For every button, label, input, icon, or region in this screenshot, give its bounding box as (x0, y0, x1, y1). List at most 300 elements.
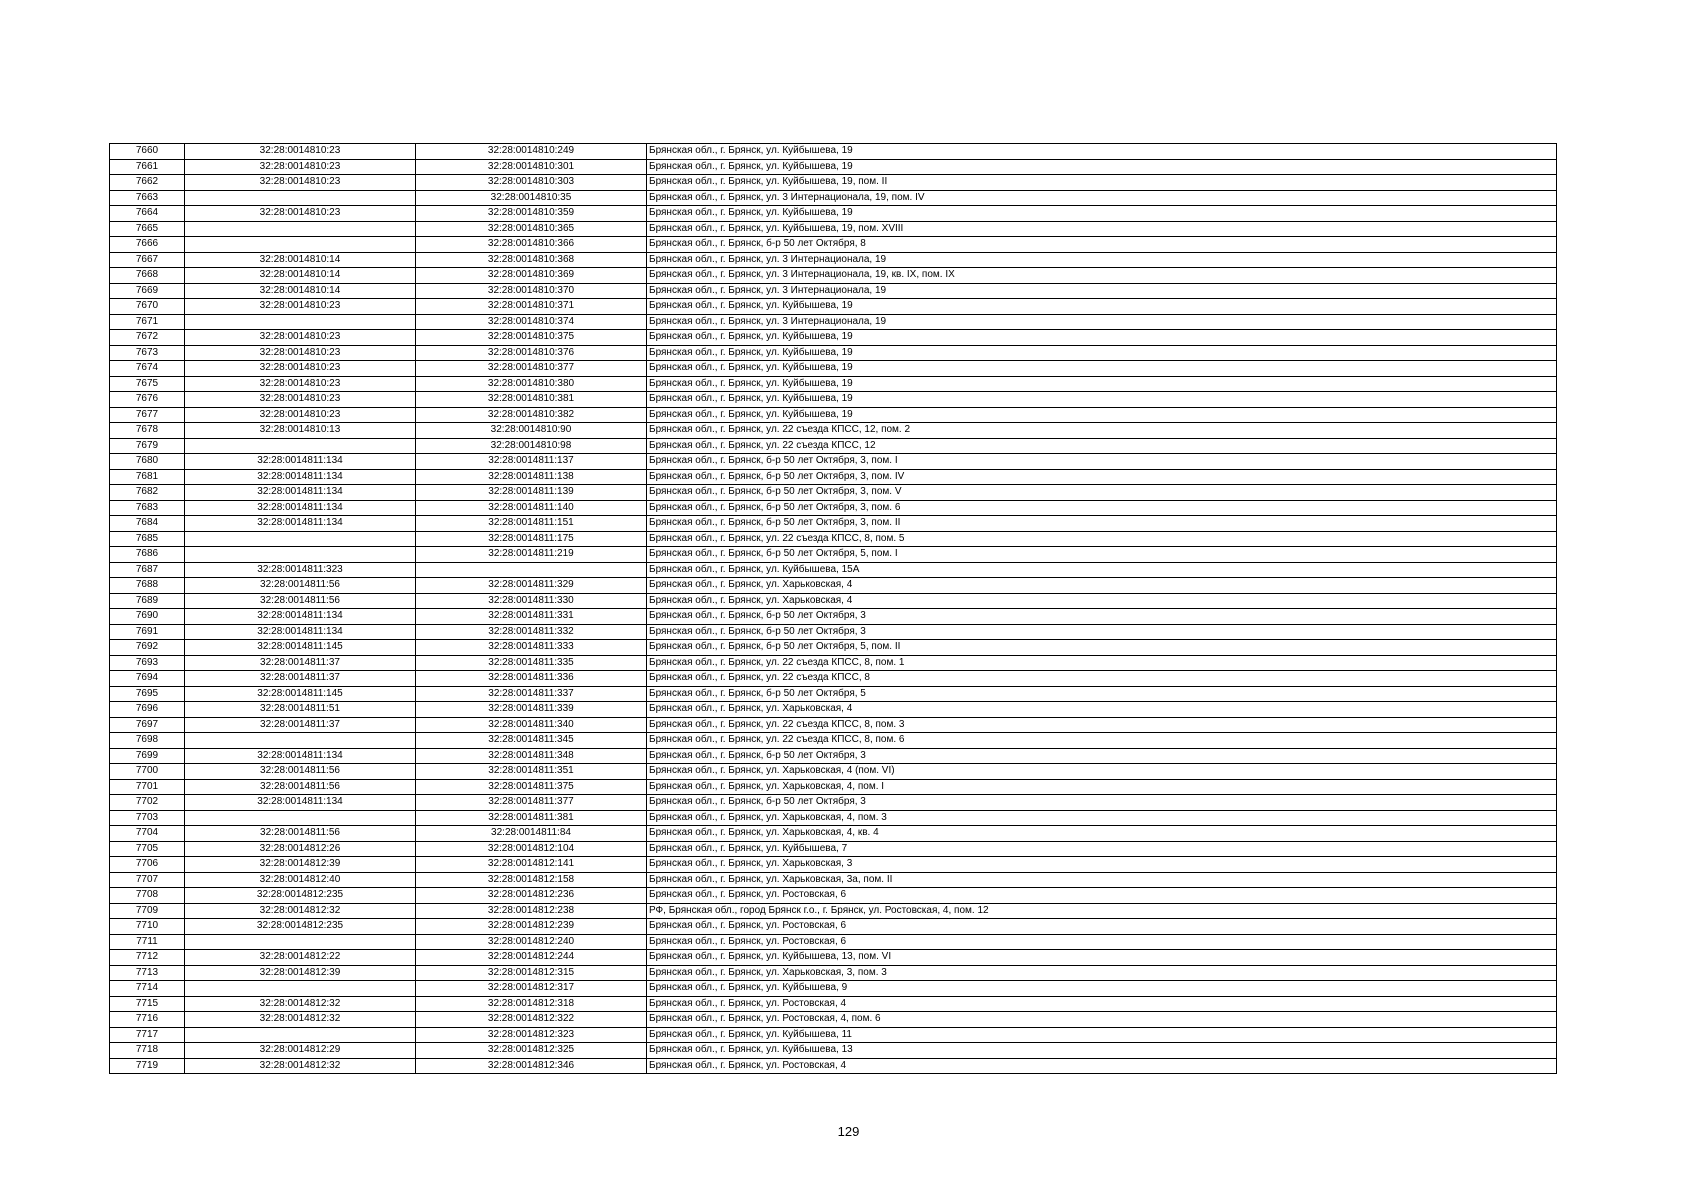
parent-cadastral-cell: 32:28:0014810:23 (185, 159, 416, 175)
cadastral-number-cell: 32:28:0014811:175 (416, 531, 647, 547)
table-row (110, 733, 1557, 749)
table-row (110, 872, 1557, 888)
cadastral-number-cell: 32:28:0014810:366 (416, 237, 647, 253)
table-row (110, 578, 1557, 594)
address-cell: Брянская обл., г. Брянск, ул. Харьковская, 4 (647, 578, 1557, 594)
row-number-cell: 7665 (110, 221, 185, 237)
parent-cadastral-cell: 32:28:0014811:134 (185, 609, 416, 625)
row-number-cell: 7691 (110, 624, 185, 640)
parent-cadastral-cell: 32:28:0014810:23 (185, 175, 416, 191)
table-row (110, 392, 1557, 408)
cadastral-number-cell: 32:28:0014812:236 (416, 888, 647, 904)
parent-cadastral-cell: 32:28:0014812:235 (185, 888, 416, 904)
parent-cadastral-cell (185, 810, 416, 826)
cadastral-number-cell: 32:28:0014812:238 (416, 903, 647, 919)
cadastral-number-cell: 32:28:0014811:345 (416, 733, 647, 749)
parent-cadastral-cell: 32:28:0014812:39 (185, 857, 416, 873)
table-row (110, 175, 1557, 191)
cadastral-number-cell: 32:28:0014810:382 (416, 407, 647, 423)
row-number-cell: 7707 (110, 872, 185, 888)
row-number-cell: 7688 (110, 578, 185, 594)
cadastral-number-cell: 32:28:0014810:374 (416, 314, 647, 330)
row-number-cell: 7669 (110, 283, 185, 299)
cadastral-number-cell: 32:28:0014810:301 (416, 159, 647, 175)
row-number-cell: 7706 (110, 857, 185, 873)
parent-cadastral-cell: 32:28:0014811:134 (185, 485, 416, 501)
address-cell: Брянская обл., г. Брянск, ул. Куйбышева, 11 (647, 1027, 1557, 1043)
parent-cadastral-cell (185, 733, 416, 749)
cadastral-number-cell: 32:28:0014811:348 (416, 748, 647, 764)
parent-cadastral-cell: 32:28:0014810:14 (185, 283, 416, 299)
cadastral-number-cell: 32:28:0014811:84 (416, 826, 647, 842)
address-cell: Брянская обл., г. Брянск, ул. 3 Интернационала, 19 (647, 283, 1557, 299)
address-cell: Брянская обл., г. Брянск, ул. Куйбышева, 19 (647, 144, 1557, 160)
parent-cadastral-cell: 32:28:0014811:134 (185, 748, 416, 764)
cadastral-number-cell: 32:28:0014811:333 (416, 640, 647, 656)
cadastral-number-cell: 32:28:0014811:335 (416, 655, 647, 671)
cadastral-number-cell: 32:28:0014811:137 (416, 454, 647, 470)
row-number-cell: 7682 (110, 485, 185, 501)
table-row (110, 190, 1557, 206)
address-cell: Брянская обл., г. Брянск, ул. 3 Интернационала, 19 (647, 252, 1557, 268)
row-number-cell: 7677 (110, 407, 185, 423)
cadastral-number-cell: 32:28:0014811:351 (416, 764, 647, 780)
cadastral-number-cell: 32:28:0014810:90 (416, 423, 647, 439)
table-row (110, 795, 1557, 811)
row-number-cell: 7662 (110, 175, 185, 191)
table-row (110, 423, 1557, 439)
address-cell: Брянская обл., г. Брянск, ул. Куйбышева, 7 (647, 841, 1557, 857)
table-row (110, 206, 1557, 222)
parent-cadastral-cell: 32:28:0014811:145 (185, 640, 416, 656)
address-cell: Брянская обл., г. Брянск, б-р 50 лет Октября, 3, пом. V (647, 485, 1557, 501)
address-cell: Брянская обл., г. Брянск, ул. Куйбышева, 19 (647, 330, 1557, 346)
address-cell: РФ, Брянская обл., город Брянск г.о., г. Брянск, ул. Ростовская, 4, пом. 12 (647, 903, 1557, 919)
cadastral-number-cell: 32:28:0014810:377 (416, 361, 647, 377)
address-cell: Брянская обл., г. Брянск, ул. Харьковская, 3 (647, 857, 1557, 873)
address-cell: Брянская обл., г. Брянск, ул. Харьковская, 4 (пом. VI) (647, 764, 1557, 780)
page-number: 129 (837, 1124, 860, 1139)
row-number-cell: 7686 (110, 547, 185, 563)
table-row (110, 934, 1557, 950)
parent-cadastral-cell: 32:28:0014811:56 (185, 593, 416, 609)
table-row (110, 965, 1557, 981)
table-row (110, 330, 1557, 346)
table-row (110, 903, 1557, 919)
parent-cadastral-cell (185, 237, 416, 253)
address-cell: Брянская обл., г. Брянск, ул. Куйбышева, 19 (647, 392, 1557, 408)
address-cell: Брянская обл., г. Брянск, ул. Куйбышева, 19 (647, 376, 1557, 392)
address-cell: Брянская обл., г. Брянск, б-р 50 лет Октября, 8 (647, 237, 1557, 253)
address-cell: Брянская обл., г. Брянск, ул. Харьковская, 3а, пом. II (647, 872, 1557, 888)
property-table (109, 143, 1557, 1074)
row-number-cell: 7698 (110, 733, 185, 749)
parent-cadastral-cell: 32:28:0014810:23 (185, 330, 416, 346)
parent-cadastral-cell: 32:28:0014811:37 (185, 717, 416, 733)
cadastral-number-cell: 32:28:0014810:380 (416, 376, 647, 392)
row-number-cell: 7710 (110, 919, 185, 935)
cadastral-number-cell: 32:28:0014812:104 (416, 841, 647, 857)
table-row (110, 159, 1557, 175)
table-row (110, 702, 1557, 718)
address-cell: Брянская обл., г. Брянск, ул. Куйбышева, 15А (647, 562, 1557, 578)
table-row (110, 950, 1557, 966)
row-number-cell: 7701 (110, 779, 185, 795)
cadastral-number-cell: 32:28:0014810:369 (416, 268, 647, 284)
address-cell: Брянская обл., г. Брянск, ул. Ростовская, 6 (647, 888, 1557, 904)
row-number-cell: 7679 (110, 438, 185, 454)
parent-cadastral-cell: 32:28:0014812:29 (185, 1043, 416, 1059)
cadastral-number-cell: 32:28:0014810:371 (416, 299, 647, 315)
property-table-body (110, 144, 1557, 1074)
parent-cadastral-cell: 32:28:0014811:134 (185, 469, 416, 485)
cadastral-number-cell: 32:28:0014812:323 (416, 1027, 647, 1043)
table-row (110, 888, 1557, 904)
parent-cadastral-cell: 32:28:0014811:134 (185, 795, 416, 811)
row-number-cell: 7660 (110, 144, 185, 160)
row-number-cell: 7664 (110, 206, 185, 222)
cadastral-number-cell: 32:28:0014811:340 (416, 717, 647, 733)
address-cell: Брянская обл., г. Брянск, ул. Куйбышева, 19 (647, 299, 1557, 315)
parent-cadastral-cell: 32:28:0014810:23 (185, 392, 416, 408)
address-cell: Брянская обл., г. Брянск, ул. 22 съезда КПСС, 8, пом. 3 (647, 717, 1557, 733)
address-cell: Брянская обл., г. Брянск, ул. Харьковская, 3, пом. 3 (647, 965, 1557, 981)
row-number-cell: 7709 (110, 903, 185, 919)
cadastral-number-cell: 32:28:0014811:138 (416, 469, 647, 485)
address-cell: Брянская обл., г. Брянск, ул. Куйбышева, 19 (647, 345, 1557, 361)
cadastral-number-cell: 32:28:0014812:315 (416, 965, 647, 981)
address-cell: Брянская обл., г. Брянск, ул. 22 съезда КПСС, 8, пом. 6 (647, 733, 1557, 749)
row-number-cell: 7716 (110, 1012, 185, 1028)
row-number-cell: 7687 (110, 562, 185, 578)
address-cell: Брянская обл., г. Брянск, ул. Харьковская, 4, пом. 3 (647, 810, 1557, 826)
row-number-cell: 7689 (110, 593, 185, 609)
cadastral-number-cell: 32:28:0014810:303 (416, 175, 647, 191)
table-row (110, 438, 1557, 454)
row-number-cell: 7692 (110, 640, 185, 656)
row-number-cell: 7713 (110, 965, 185, 981)
table-row (110, 531, 1557, 547)
address-cell: Брянская обл., г. Брянск, б-р 50 лет Октября, 3 (647, 624, 1557, 640)
address-cell: Брянская обл., г. Брянск, б-р 50 лет Октября, 3, пом. IV (647, 469, 1557, 485)
cadastral-number-cell: 32:28:0014812:318 (416, 996, 647, 1012)
row-number-cell: 7673 (110, 345, 185, 361)
row-number-cell: 7678 (110, 423, 185, 439)
cadastral-number-cell: 32:28:0014810:375 (416, 330, 647, 346)
table-row (110, 221, 1557, 237)
table-row (110, 500, 1557, 516)
address-cell: Брянская обл., г. Брянск, б-р 50 лет Октября, 5, пом. I (647, 547, 1557, 563)
cadastral-number-cell: 32:28:0014811:151 (416, 516, 647, 532)
cadastral-number-cell: 32:28:0014812:346 (416, 1058, 647, 1074)
cadastral-number-cell: 32:28:0014811:219 (416, 547, 647, 563)
cadastral-number-cell: 32:28:0014810:35 (416, 190, 647, 206)
parent-cadastral-cell: 32:28:0014812:26 (185, 841, 416, 857)
parent-cadastral-cell: 32:28:0014812:235 (185, 919, 416, 935)
parent-cadastral-cell: 32:28:0014810:13 (185, 423, 416, 439)
cadastral-number-cell: 32:28:0014810:370 (416, 283, 647, 299)
cadastral-number-cell: 32:28:0014812:141 (416, 857, 647, 873)
address-cell: Брянская обл., г. Брянск, ул. 22 съезда КПСС, 12 (647, 438, 1557, 454)
table-row (110, 1012, 1557, 1028)
cadastral-number-cell: 32:28:0014812:240 (416, 934, 647, 950)
table-row (110, 268, 1557, 284)
cadastral-number-cell: 32:28:0014812:239 (416, 919, 647, 935)
parent-cadastral-cell: 32:28:0014811:134 (185, 624, 416, 640)
parent-cadastral-cell: 32:28:0014810:23 (185, 206, 416, 222)
cadastral-number-cell: 32:28:0014811:336 (416, 671, 647, 687)
parent-cadastral-cell: 32:28:0014810:23 (185, 376, 416, 392)
parent-cadastral-cell: 32:28:0014811:134 (185, 516, 416, 532)
cadastral-number-cell: 32:28:0014810:376 (416, 345, 647, 361)
table-row (110, 857, 1557, 873)
table-row (110, 593, 1557, 609)
parent-cadastral-cell: 32:28:0014812:32 (185, 903, 416, 919)
row-number-cell: 7680 (110, 454, 185, 470)
parent-cadastral-cell: 32:28:0014812:32 (185, 1012, 416, 1028)
parent-cadastral-cell (185, 547, 416, 563)
row-number-cell: 7690 (110, 609, 185, 625)
cadastral-number-cell: 32:28:0014811:377 (416, 795, 647, 811)
parent-cadastral-cell: 32:28:0014811:51 (185, 702, 416, 718)
cadastral-number-cell: 32:28:0014810:381 (416, 392, 647, 408)
table-row (110, 779, 1557, 795)
row-number-cell: 7703 (110, 810, 185, 826)
row-number-cell: 7697 (110, 717, 185, 733)
table-row (110, 314, 1557, 330)
parent-cadastral-cell: 32:28:0014811:56 (185, 826, 416, 842)
parent-cadastral-cell: 32:28:0014812:32 (185, 996, 416, 1012)
address-cell: Брянская обл., г. Брянск, б-р 50 лет Октября, 3 (647, 795, 1557, 811)
cadastral-number-cell: 32:28:0014812:317 (416, 981, 647, 997)
cadastral-number-cell: 32:28:0014811:330 (416, 593, 647, 609)
row-number-cell: 7684 (110, 516, 185, 532)
cadastral-number-cell: 32:28:0014810:249 (416, 144, 647, 160)
row-number-cell: 7667 (110, 252, 185, 268)
cadastral-number-cell: 32:28:0014810:98 (416, 438, 647, 454)
table-row (110, 671, 1557, 687)
cadastral-number-cell: 32:28:0014812:322 (416, 1012, 647, 1028)
table-row (110, 624, 1557, 640)
parent-cadastral-cell: 32:28:0014810:23 (185, 361, 416, 377)
cadastral-number-cell: 32:28:0014810:368 (416, 252, 647, 268)
row-number-cell: 7708 (110, 888, 185, 904)
row-number-cell: 7699 (110, 748, 185, 764)
row-number-cell: 7715 (110, 996, 185, 1012)
parent-cadastral-cell: 32:28:0014811:56 (185, 764, 416, 780)
table-row (110, 516, 1557, 532)
address-cell: Брянская обл., г. Брянск, ул. 3 Интернационала, 19, кв. IX, пом. IX (647, 268, 1557, 284)
parent-cadastral-cell: 32:28:0014811:134 (185, 500, 416, 516)
row-number-cell: 7719 (110, 1058, 185, 1074)
address-cell: Брянская обл., г. Брянск, б-р 50 лет Октября, 3, пом. 6 (647, 500, 1557, 516)
table-row (110, 810, 1557, 826)
address-cell: Брянская обл., г. Брянск, ул. Харьковская, 4 (647, 593, 1557, 609)
table-row (110, 1043, 1557, 1059)
parent-cadastral-cell: 32:28:0014810:23 (185, 299, 416, 315)
address-cell: Брянская обл., г. Брянск, ул. Куйбышева, 13, пом. VI (647, 950, 1557, 966)
table-row (110, 237, 1557, 253)
parent-cadastral-cell: 32:28:0014810:23 (185, 144, 416, 160)
parent-cadastral-cell: 32:28:0014811:145 (185, 686, 416, 702)
address-cell: Брянская обл., г. Брянск, ул. Харьковская, 4, пом. I (647, 779, 1557, 795)
parent-cadastral-cell (185, 531, 416, 547)
row-number-cell: 7663 (110, 190, 185, 206)
cadastral-number-cell: 32:28:0014811:329 (416, 578, 647, 594)
address-cell: Брянская обл., г. Брянск, ул. Ростовская, 4, пом. 6 (647, 1012, 1557, 1028)
address-cell: Брянская обл., г. Брянск, ул. Куйбышева, 19 (647, 206, 1557, 222)
parent-cadastral-cell: 32:28:0014812:22 (185, 950, 416, 966)
address-cell: Брянская обл., г. Брянск, ул. 22 съезда КПСС, 8, пом. 5 (647, 531, 1557, 547)
row-number-cell: 7712 (110, 950, 185, 966)
table-row (110, 717, 1557, 733)
parent-cadastral-cell: 32:28:0014810:23 (185, 345, 416, 361)
table-row (110, 748, 1557, 764)
table-row (110, 485, 1557, 501)
table-row (110, 376, 1557, 392)
parent-cadastral-cell (185, 438, 416, 454)
address-cell: Брянская обл., г. Брянск, ул. Куйбышева, 13 (647, 1043, 1557, 1059)
address-cell: Брянская обл., г. Брянск, б-р 50 лет Октября, 3 (647, 609, 1557, 625)
table-row (110, 407, 1557, 423)
row-number-cell: 7666 (110, 237, 185, 253)
parent-cadastral-cell (185, 934, 416, 950)
address-cell: Брянская обл., г. Брянск, ул. 3 Интернационала, 19 (647, 314, 1557, 330)
cadastral-number-cell: 32:28:0014811:332 (416, 624, 647, 640)
table-row (110, 144, 1557, 160)
row-number-cell: 7718 (110, 1043, 185, 1059)
address-cell: Брянская обл., г. Брянск, ул. 22 съезда КПСС, 12, пом. 2 (647, 423, 1557, 439)
row-number-cell: 7683 (110, 500, 185, 516)
parent-cadastral-cell: 32:28:0014811:37 (185, 671, 416, 687)
address-cell: Брянская обл., г. Брянск, ул. Ростовская, 4 (647, 1058, 1557, 1074)
row-number-cell: 7675 (110, 376, 185, 392)
row-number-cell: 7704 (110, 826, 185, 842)
table-row (110, 609, 1557, 625)
cadastral-number-cell: 32:28:0014811:381 (416, 810, 647, 826)
table-row (110, 361, 1557, 377)
cadastral-number-cell: 32:28:0014811:140 (416, 500, 647, 516)
address-cell: Брянская обл., г. Брянск, ул. Куйбышева, 19 (647, 159, 1557, 175)
row-number-cell: 7700 (110, 764, 185, 780)
cadastral-number-cell: 32:28:0014811:375 (416, 779, 647, 795)
table-row (110, 252, 1557, 268)
row-number-cell: 7714 (110, 981, 185, 997)
table-row (110, 826, 1557, 842)
table-row (110, 1027, 1557, 1043)
table-row (110, 841, 1557, 857)
address-cell: Брянская обл., г. Брянск, ул. Харьковская, 4, кв. 4 (647, 826, 1557, 842)
address-cell: Брянская обл., г. Брянск, ул. 22 съезда КПСС, 8 (647, 671, 1557, 687)
address-cell: Брянская обл., г. Брянск, ул. Ростовская, 6 (647, 919, 1557, 935)
parent-cadastral-cell: 32:28:0014810:23 (185, 407, 416, 423)
address-cell: Брянская обл., г. Брянск, ул. Харьковская, 4 (647, 702, 1557, 718)
address-cell: Брянская обл., г. Брянск, б-р 50 лет Октября, 3, пом. I (647, 454, 1557, 470)
cadastral-number-cell (416, 562, 647, 578)
row-number-cell: 7685 (110, 531, 185, 547)
row-number-cell: 7702 (110, 795, 185, 811)
parent-cadastral-cell: 32:28:0014812:32 (185, 1058, 416, 1074)
parent-cadastral-cell (185, 1027, 416, 1043)
cadastral-number-cell: 32:28:0014812:244 (416, 950, 647, 966)
cadastral-number-cell: 32:28:0014811:331 (416, 609, 647, 625)
row-number-cell: 7674 (110, 361, 185, 377)
parent-cadastral-cell: 32:28:0014811:56 (185, 578, 416, 594)
row-number-cell: 7717 (110, 1027, 185, 1043)
row-number-cell: 7671 (110, 314, 185, 330)
row-number-cell: 7711 (110, 934, 185, 950)
parent-cadastral-cell: 32:28:0014811:37 (185, 655, 416, 671)
parent-cadastral-cell (185, 190, 416, 206)
parent-cadastral-cell: 32:28:0014811:323 (185, 562, 416, 578)
address-cell: Брянская обл., г. Брянск, ул. Куйбышева, 19, пом. XVIII (647, 221, 1557, 237)
address-cell: Брянская обл., г. Брянск, ул. Куйбышева, 19 (647, 361, 1557, 377)
row-number-cell: 7661 (110, 159, 185, 175)
parent-cadastral-cell: 32:28:0014811:134 (185, 454, 416, 470)
table-row (110, 454, 1557, 470)
address-cell: Брянская обл., г. Брянск, ул. Ростовская, 6 (647, 934, 1557, 950)
parent-cadastral-cell: 32:28:0014811:56 (185, 779, 416, 795)
table-row (110, 283, 1557, 299)
address-cell: Брянская обл., г. Брянск, ул. Куйбышева, 19, пом. II (647, 175, 1557, 191)
row-number-cell: 7705 (110, 841, 185, 857)
row-number-cell: 7693 (110, 655, 185, 671)
parent-cadastral-cell: 32:28:0014810:14 (185, 268, 416, 284)
cadastral-number-cell: 32:28:0014810:359 (416, 206, 647, 222)
row-number-cell: 7696 (110, 702, 185, 718)
table-row (110, 686, 1557, 702)
table-row (110, 469, 1557, 485)
table-row (110, 562, 1557, 578)
address-cell: Брянская обл., г. Брянск, ул. 22 съезда КПСС, 8, пом. 1 (647, 655, 1557, 671)
table-row (110, 299, 1557, 315)
parent-cadastral-cell (185, 314, 416, 330)
parent-cadastral-cell (185, 221, 416, 237)
table-row (110, 981, 1557, 997)
row-number-cell: 7681 (110, 469, 185, 485)
table-row (110, 764, 1557, 780)
table-row (110, 919, 1557, 935)
row-number-cell: 7672 (110, 330, 185, 346)
parent-cadastral-cell: 32:28:0014812:39 (185, 965, 416, 981)
table-row (110, 655, 1557, 671)
cadastral-number-cell: 32:28:0014811:337 (416, 686, 647, 702)
address-cell: Брянская обл., г. Брянск, ул. Куйбышева, 19 (647, 407, 1557, 423)
cadastral-number-cell: 32:28:0014812:325 (416, 1043, 647, 1059)
parent-cadastral-cell: 32:28:0014810:14 (185, 252, 416, 268)
address-cell: Брянская обл., г. Брянск, ул. Куйбышева, 9 (647, 981, 1557, 997)
row-number-cell: 7694 (110, 671, 185, 687)
cadastral-number-cell: 32:28:0014812:158 (416, 872, 647, 888)
address-cell: Брянская обл., г. Брянск, б-р 50 лет Октября, 5, пом. II (647, 640, 1557, 656)
cadastral-number-cell: 32:28:0014811:139 (416, 485, 647, 501)
address-cell: Брянская обл., г. Брянск, б-р 50 лет Октября, 3 (647, 748, 1557, 764)
table-row (110, 547, 1557, 563)
parent-cadastral-cell: 32:28:0014812:40 (185, 872, 416, 888)
table-row (110, 345, 1557, 361)
row-number-cell: 7670 (110, 299, 185, 315)
row-number-cell: 7676 (110, 392, 185, 408)
address-cell: Брянская обл., г. Брянск, б-р 50 лет Октября, 5 (647, 686, 1557, 702)
parent-cadastral-cell (185, 981, 416, 997)
table-row (110, 996, 1557, 1012)
address-cell: Брянская обл., г. Брянск, ул. Ростовская, 4 (647, 996, 1557, 1012)
cadastral-number-cell: 32:28:0014810:365 (416, 221, 647, 237)
cadastral-number-cell: 32:28:0014811:339 (416, 702, 647, 718)
table-row (110, 1058, 1557, 1074)
table-row (110, 640, 1557, 656)
row-number-cell: 7668 (110, 268, 185, 284)
